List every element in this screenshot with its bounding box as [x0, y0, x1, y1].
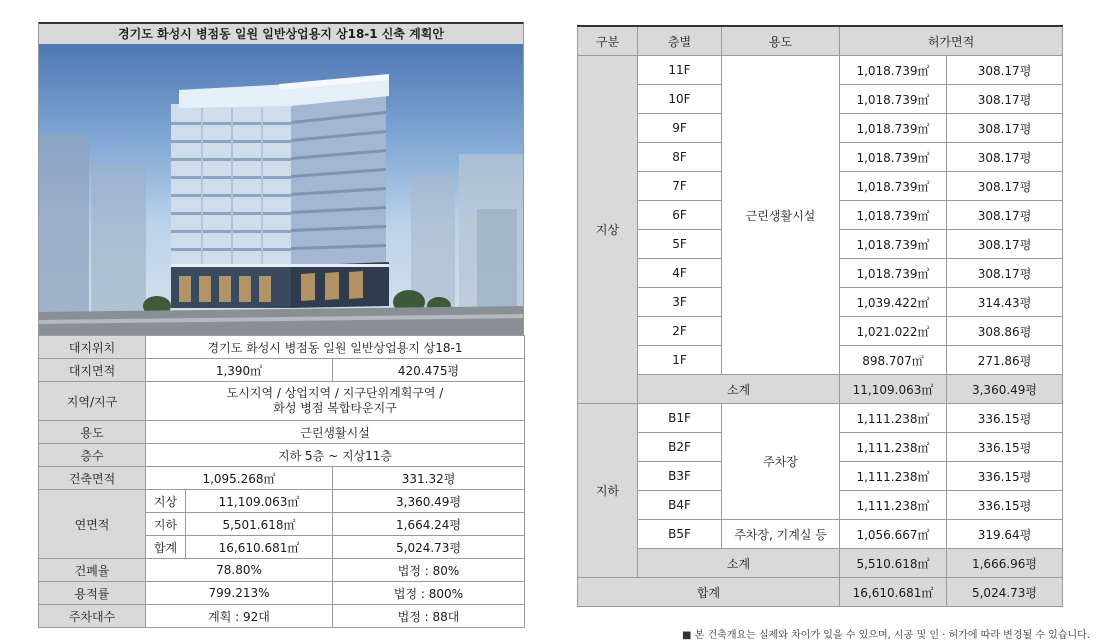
value-far-legal: 법정 : 800% [333, 582, 525, 605]
label-gross-total: 합계 [146, 536, 186, 559]
label-parking: 주차대수 [39, 605, 146, 628]
value-far: 799.213% [146, 582, 333, 605]
value-gross-below-pyeong: 1,664.24평 [333, 513, 525, 536]
value-floors: 지하 5층 ~ 지상11층 [146, 444, 525, 467]
pyeong-cell: 319.64평 [947, 520, 1063, 549]
value-gross-above-sqm: 11,109.063㎡ [186, 490, 333, 513]
pyeong-cell: 308.17평 [947, 56, 1063, 85]
label-bcr: 건폐율 [39, 559, 146, 582]
pyeong-cell: 308.17평 [947, 201, 1063, 230]
sqm-cell: 1,018.739㎡ [840, 143, 947, 172]
floor-cell: 5F [638, 230, 722, 259]
value-zone-line2: 화성 병점 복합타운지구 [273, 401, 397, 415]
subtotal-sqm-above: 11,109.063㎡ [840, 375, 947, 404]
floor-cell: 9F [638, 114, 722, 143]
floor-cell: 8F [638, 143, 722, 172]
table-row [578, 404, 1063, 433]
label-gross-area: 연면적 [39, 490, 146, 559]
floor-cell: 3F [638, 288, 722, 317]
disclaimer-note: ■ 본 건축개요는 실제와 차이가 있을 수 있으며, 시공 및 인 · 허가에 따라 변경될 수 있습니다. [682, 630, 1090, 641]
label-gross-below: 지하 [146, 513, 186, 536]
row-gross-above [39, 490, 525, 513]
overview-table [38, 335, 525, 628]
header-division: 구분 [578, 26, 638, 56]
pyeong-cell: 308.17평 [947, 259, 1063, 288]
label-use: 용도 [39, 421, 146, 444]
value-use: 근린생활시설 [146, 421, 525, 444]
floor-cell: 4F [638, 259, 722, 288]
sqm-cell: 1,039.422㎡ [840, 288, 947, 317]
value-bcr: 78.80% [146, 559, 333, 582]
pyeong-cell: 308.86평 [947, 317, 1063, 346]
floor-cell: 1F [638, 346, 722, 375]
sqm-cell: 1,018.739㎡ [840, 85, 947, 114]
row-far [39, 582, 525, 605]
subtotal-label-below: 소계 [638, 549, 840, 578]
sqm-cell: 1,111.238㎡ [840, 404, 947, 433]
label-building-area: 건축면적 [39, 467, 146, 490]
value-gross-total-sqm: 16,610.681㎡ [186, 536, 333, 559]
value-parking-legal: 법정 : 88대 [333, 605, 525, 628]
floor-cell: 2F [638, 317, 722, 346]
floor-cell: 11F [638, 56, 722, 85]
row-site-area [39, 359, 525, 382]
value-building-area-pyeong: 331.32평 [333, 467, 525, 490]
pyeong-cell: 336.15평 [947, 462, 1063, 491]
floor-cell: 10F [638, 85, 722, 114]
label-site-area: 대지면적 [39, 359, 146, 382]
sqm-cell: 1,018.739㎡ [840, 259, 947, 288]
sqm-cell: 1,018.739㎡ [840, 172, 947, 201]
value-gross-total-pyeong: 5,024.73평 [333, 536, 525, 559]
header-area: 허가면적 [840, 26, 1063, 56]
pyeong-cell: 308.17평 [947, 85, 1063, 114]
pyeong-cell: 336.15평 [947, 404, 1063, 433]
building-rendering-illustration [39, 44, 524, 335]
row-site-location [39, 336, 525, 359]
row-building-area [39, 467, 525, 490]
label-gross-above: 지상 [146, 490, 186, 513]
subtotal-row-above [578, 375, 1063, 404]
division-above: 지상 [578, 56, 638, 404]
floor-cell: B5F [638, 520, 722, 549]
sqm-cell: 1,018.739㎡ [840, 201, 947, 230]
row-bcr [39, 559, 525, 582]
sqm-cell: 1,111.238㎡ [840, 491, 947, 520]
floor-cell: B3F [638, 462, 722, 491]
label-zone: 지역/지구 [39, 382, 146, 421]
pyeong-cell: 271.86평 [947, 346, 1063, 375]
floor-cell: B4F [638, 491, 722, 520]
sqm-cell: 1,111.238㎡ [840, 462, 947, 491]
row-use [39, 421, 525, 444]
total-pyeong: 5,024.73평 [947, 578, 1063, 607]
value-zone-line1: 도시지역 / 상업지역 / 지구단위계획구역 / [226, 386, 444, 400]
sqm-cell: 1,111.238㎡ [840, 433, 947, 462]
total-sqm: 16,610.681㎡ [840, 578, 947, 607]
value-building-area-sqm: 1,095.268㎡ [146, 467, 333, 490]
table-row [578, 56, 1063, 85]
value-bcr-legal: 법정 : 80% [333, 559, 525, 582]
pyeong-cell: 336.15평 [947, 491, 1063, 520]
row-floors [39, 444, 525, 467]
row-zone [39, 382, 525, 421]
value-site-location: 경기도 화성시 병점동 일원 일반상업용지 상18-1 [146, 336, 525, 359]
label-site-location: 대지위치 [39, 336, 146, 359]
use-below-b5: 주차장, 기계실 등 [722, 520, 840, 549]
subtotal-sqm-below: 5,510.618㎡ [840, 549, 947, 578]
subtotal-label-above: 소계 [638, 375, 840, 404]
pyeong-cell: 308.17평 [947, 230, 1063, 259]
floor-cell: 7F [638, 172, 722, 201]
label-floors: 층수 [39, 444, 146, 467]
value-zone [146, 382, 525, 421]
floor-cell: B2F [638, 433, 722, 462]
use-above: 근린생활시설 [722, 56, 840, 375]
pyeong-cell: 308.17평 [947, 114, 1063, 143]
pyeong-cell: 314.43평 [947, 288, 1063, 317]
value-site-area-sqm: 1,390㎡ [146, 359, 333, 382]
value-site-area-pyeong: 420.475평 [333, 359, 525, 382]
pyeong-cell: 308.17평 [947, 143, 1063, 172]
use-below-parking: 주차장 [722, 404, 840, 520]
building-rendering [38, 44, 524, 335]
floor-table-header [578, 26, 1063, 56]
subtotal-pyeong-below: 1,666.96평 [947, 549, 1063, 578]
division-below: 지하 [578, 404, 638, 578]
value-parking: 계획 : 92대 [146, 605, 333, 628]
total-row [578, 578, 1063, 607]
floor-cell: B1F [638, 404, 722, 433]
header-floor: 층별 [638, 26, 722, 56]
header-use: 용도 [722, 26, 840, 56]
table-row [578, 520, 1063, 549]
label-far: 용적률 [39, 582, 146, 605]
sqm-cell: 1,018.739㎡ [840, 114, 947, 143]
floor-cell: 6F [638, 201, 722, 230]
row-parking [39, 605, 525, 628]
value-gross-below-sqm: 5,501.618㎡ [186, 513, 333, 536]
subtotal-row-below [578, 549, 1063, 578]
pyeong-cell: 336.15평 [947, 433, 1063, 462]
sqm-cell: 1,018.739㎡ [840, 56, 947, 85]
sqm-cell: 1,021.022㎡ [840, 317, 947, 346]
sqm-cell: 898.707㎡ [840, 346, 947, 375]
floor-area-table [577, 25, 1063, 607]
sqm-cell: 1,056.667㎡ [840, 520, 947, 549]
total-label: 합계 [578, 578, 840, 607]
pyeong-cell: 308.17평 [947, 172, 1063, 201]
plan-title: 경기도 화성시 병점동 일원 일반상업용지 상18-1 신축 계획안 [38, 22, 524, 44]
subtotal-pyeong-above: 3,360.49평 [947, 375, 1063, 404]
value-gross-above-pyeong: 3,360.49평 [333, 490, 525, 513]
sqm-cell: 1,018.739㎡ [840, 230, 947, 259]
